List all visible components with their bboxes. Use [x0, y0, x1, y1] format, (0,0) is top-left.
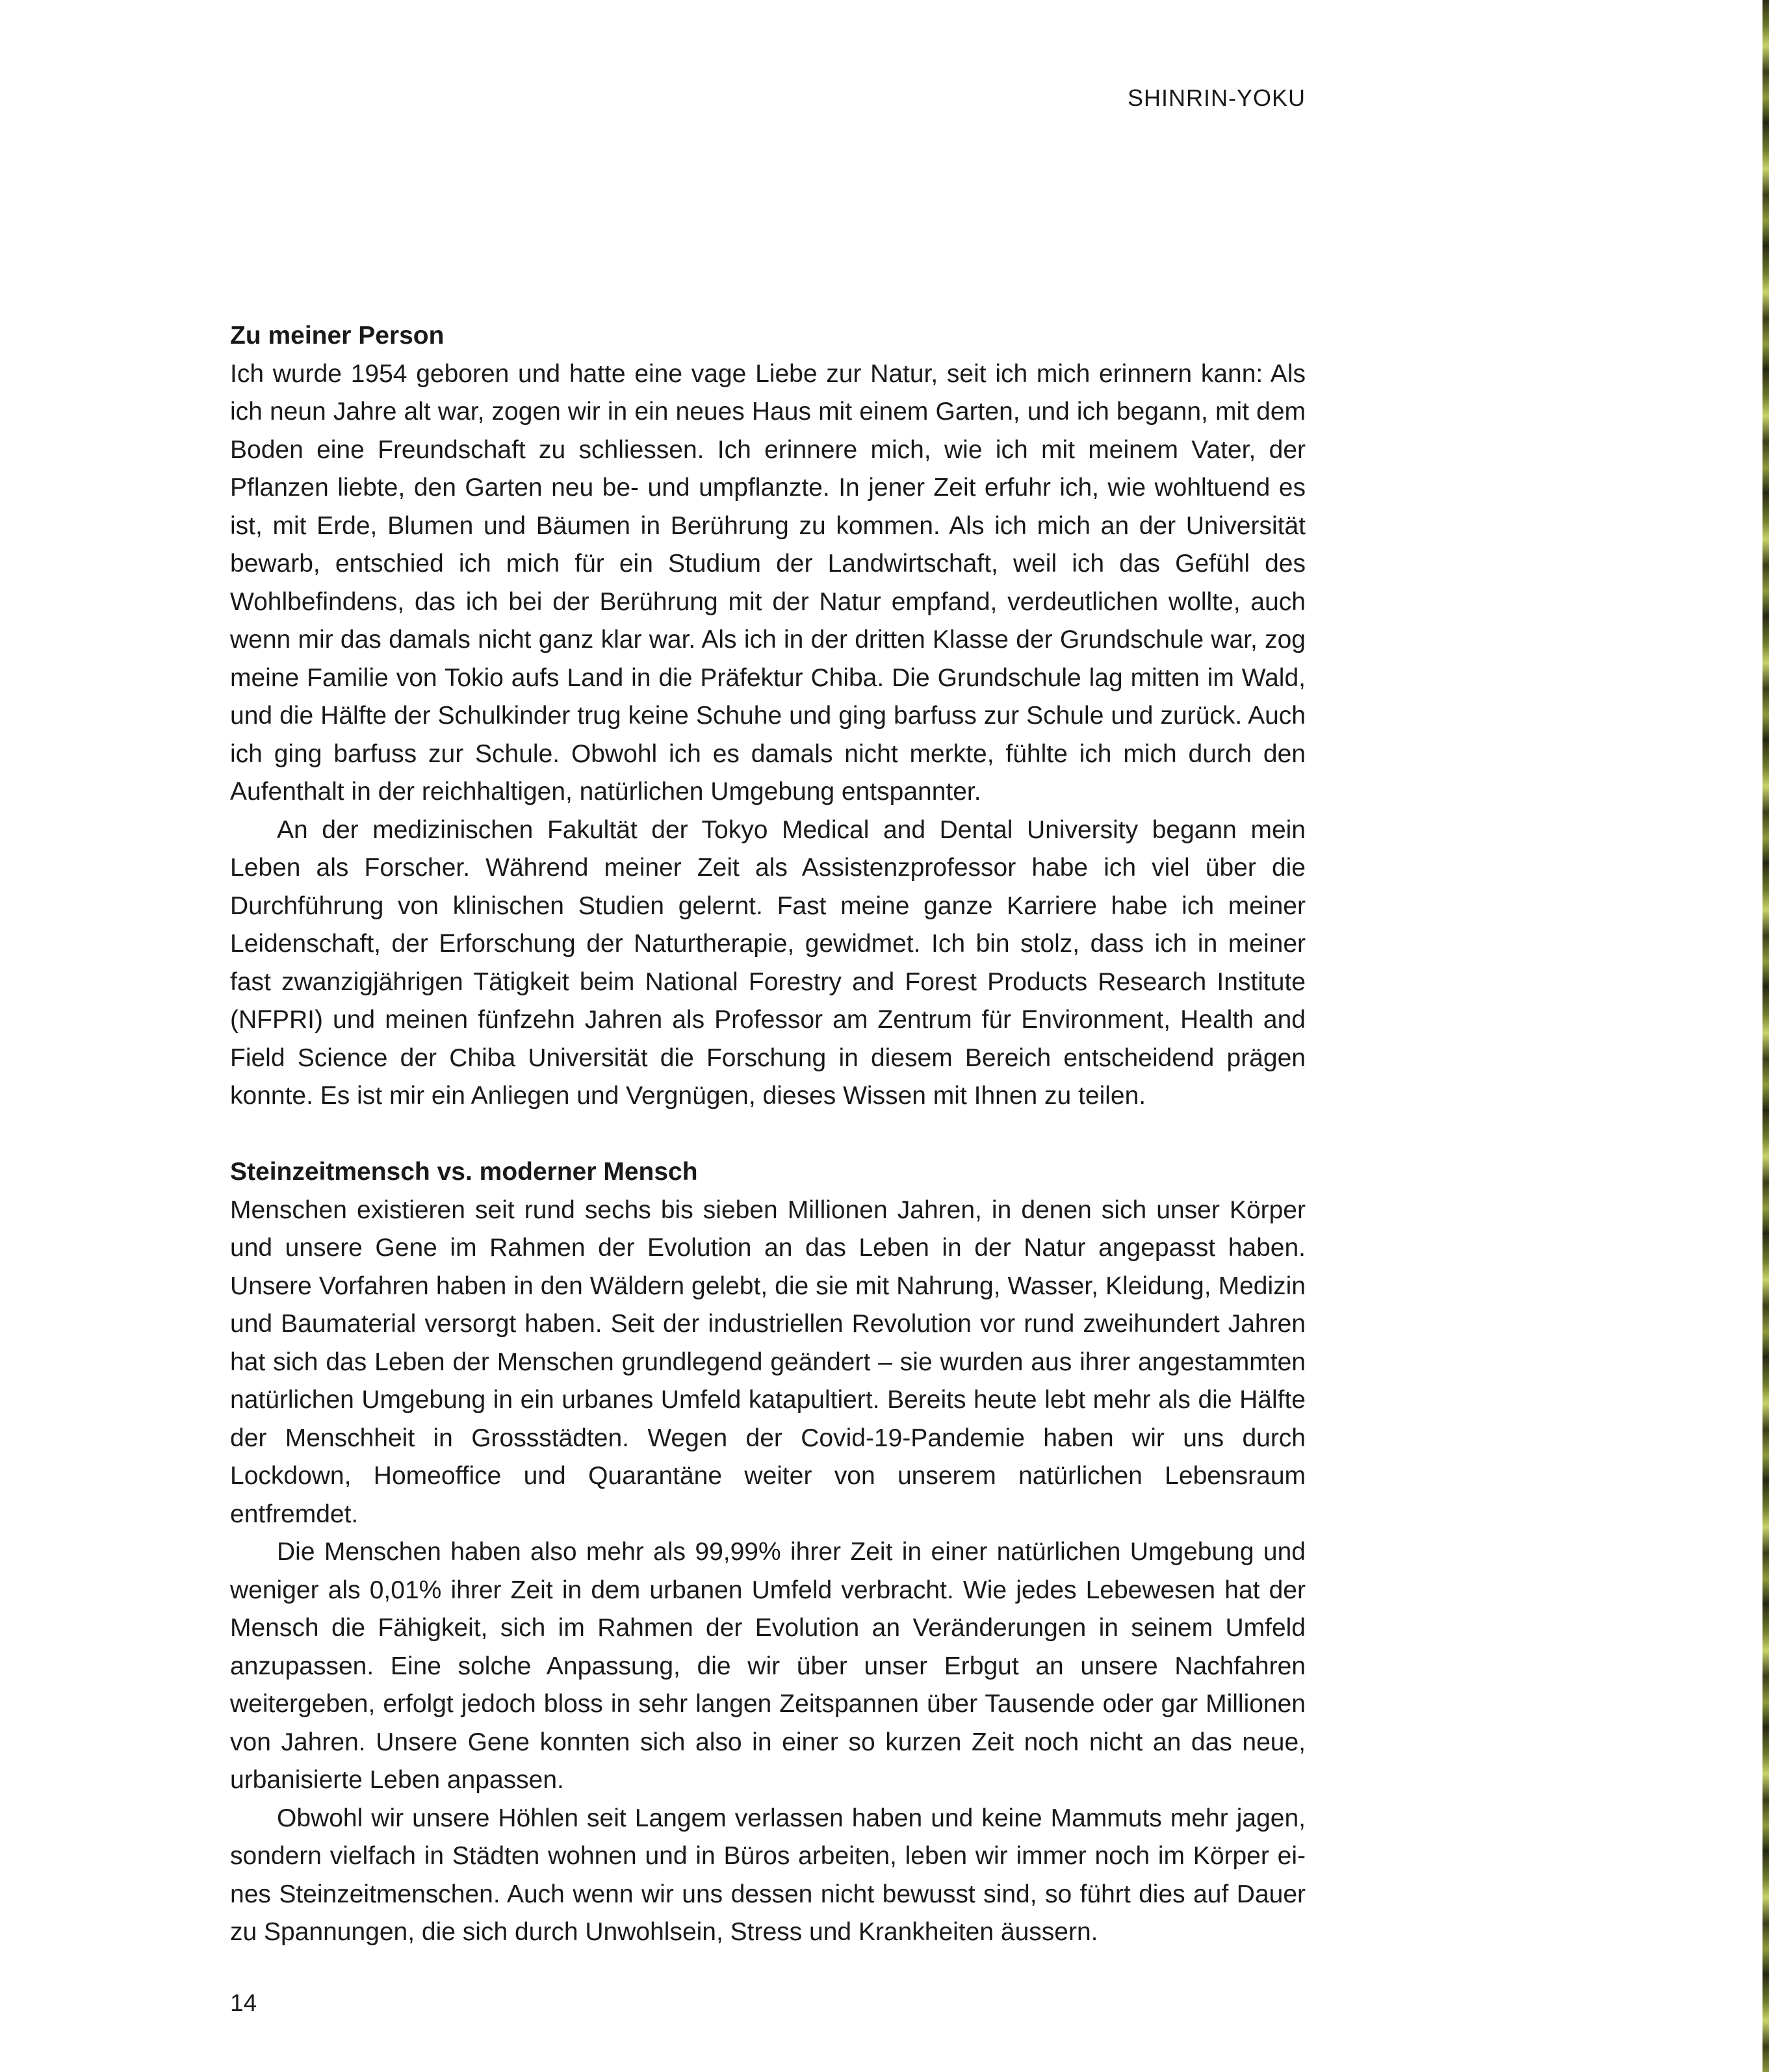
section-spacer [230, 1116, 1306, 1154]
paragraph: An der medizinischen Fakultät der Tokyo Medical and Dental University begann mein Leben als Forscher. Während meiner Zeit als Assistenzprofessor habe ich viel über die Durchführung von klinischen Studien gelernt. Fast meine ganze Karriere habe ich meiner Leidenschaft, der Erforschung der Naturtherapie, gewidmet. Ich bin stolz, dass ich in meiner fast zwanzigjährigen Tätigkeit beim National Forestry and Forest Products Research Institute (NFPRI) und meinen fünfzehn Jahren als Professor am Zentrum für Environment, Health and Field Science der Chiba Universität die Forschung in diesem Bereich entscheidend prägen konnte. Es ist mir ein Anliegen und Vergnügen, dieses Wissen mit Ihnen zu teilen. [230, 815, 1306, 1110]
paragraph: Ich wurde 1954 geboren und hatte eine vage Liebe zur Natur, seit ich mich erinnern kann: Als ich neun Jahre alt war, zogen wir in ein neues Haus mit einem Garten, und ich begann, mit dem Boden eine Freundschaft zu schliessen. Ich erinnere mich, wie ich mit meinem Vater, der Pflanzen liebte, den Garten neu be- und umpflanzte. In jener Zeit erfuhr ich, wie wohltuend es ist, mit Erde, Blumen und Bäumen in Berührung zu kommen. Als ich mich an der Universität bewarb, entschied ich mich für ein Studium der Landwirtschaft, weil ich das Gefühl des Wohlbefindens, das ich bei der Berührung mit der Natur empfand, verdeutlichen wollte, auch wenn mir das damals nicht ganz klar war. Als ich in der dritten Klasse der Grundschule war, zog meine Familie von Tokio aufs Land in die Präfektur Chiba. Die Grundschule lag mitten im Wald, und die Hälfte der Schulkinder trug keine Schuhe und ging barfuss zur Schule und zurück. Auch ich ging barfuss zur Schule. Obwohl ich es damals nicht merkte, fühlte ich mich durch den Aufenthalt in der reichhaltigen, natürlichen Umgebung entspannter. [230, 359, 1306, 806]
body-text [230, 317, 1306, 1952]
paragraph: Die Menschen haben also mehr als 99,99% ihrer Zeit in einer natürlichen Umgebung und weniger als 0,01% ihrer Zeit in dem urbanen Umfeld verbracht. Wie jedes Lebewesen hat der Mensch die Fähigkeit, sich im Rahmen der Evolution an Veränderungen in seinem Umfeld anzupassen. Eine solche Anpassung, die wir über unser Erbgut an unsere Nachfahren weitergeben, erfolgt jedoch bloss in sehr langen Zeitspannen über Tausende oder gar Millionen von Jahren. Unsere Gene konnten sich also in einer so kurzen Zeit noch nicht an das neue, urbanisierte Leben anpassen. [230, 1538, 1306, 1794]
running-head: SHINRIN-YOKU [1127, 84, 1306, 111]
section-heading: Zu meiner Person [230, 322, 445, 350]
section-heading: Steinzeitmensch vs. moderner Mensch [230, 1158, 698, 1186]
paragraph: Obwohl wir unsere Höhlen seit Langem verlassen haben und keine Mammuts mehr jagen, sondern vielfach in Städten wohnen und in Büros arbeiten, leben wir immer noch im Körper eines Steinzeitmenschen. Auch wenn wir uns dessen nicht bewusst sind, so führt dies auf Dauer zu Spannungen, die sich durch Unwohlsein, Stress und Krankheiten äussern. [230, 1804, 1306, 1946]
paragraph: Menschen existieren seit rund sechs bis sieben Millionen Jahren, in denen sich unser Körper und unsere Gene im Rahmen der Evolution an das Leben in der Natur angepasst haben. Unsere Vorfahren haben in den Wäldern gelebt, die sie mit Nahrung, Wasser, Kleidung, Medizin und Baumaterial versorgt haben. Seit der industriellen Revolution vor rund zweihundert Jahren hat sich das Leben der Menschen grundlegend geändert – sie wurden aus ihrer angestammten natürlichen Umgebung in ein urbanes Umfeld katapultiert. Bereits heute lebt mehr als die Hälfte der Menschheit in Grossstädten. Wegen der Covid-19-Pandemie haben wir uns durch Lockdown, Homeoffice und Quarantäne weiter von unserem natürlichen Lebensraum entfremdet. [230, 1196, 1306, 1528]
page-edge-image-strip [1763, 0, 1769, 2072]
page-number: 14 [230, 1989, 257, 2016]
